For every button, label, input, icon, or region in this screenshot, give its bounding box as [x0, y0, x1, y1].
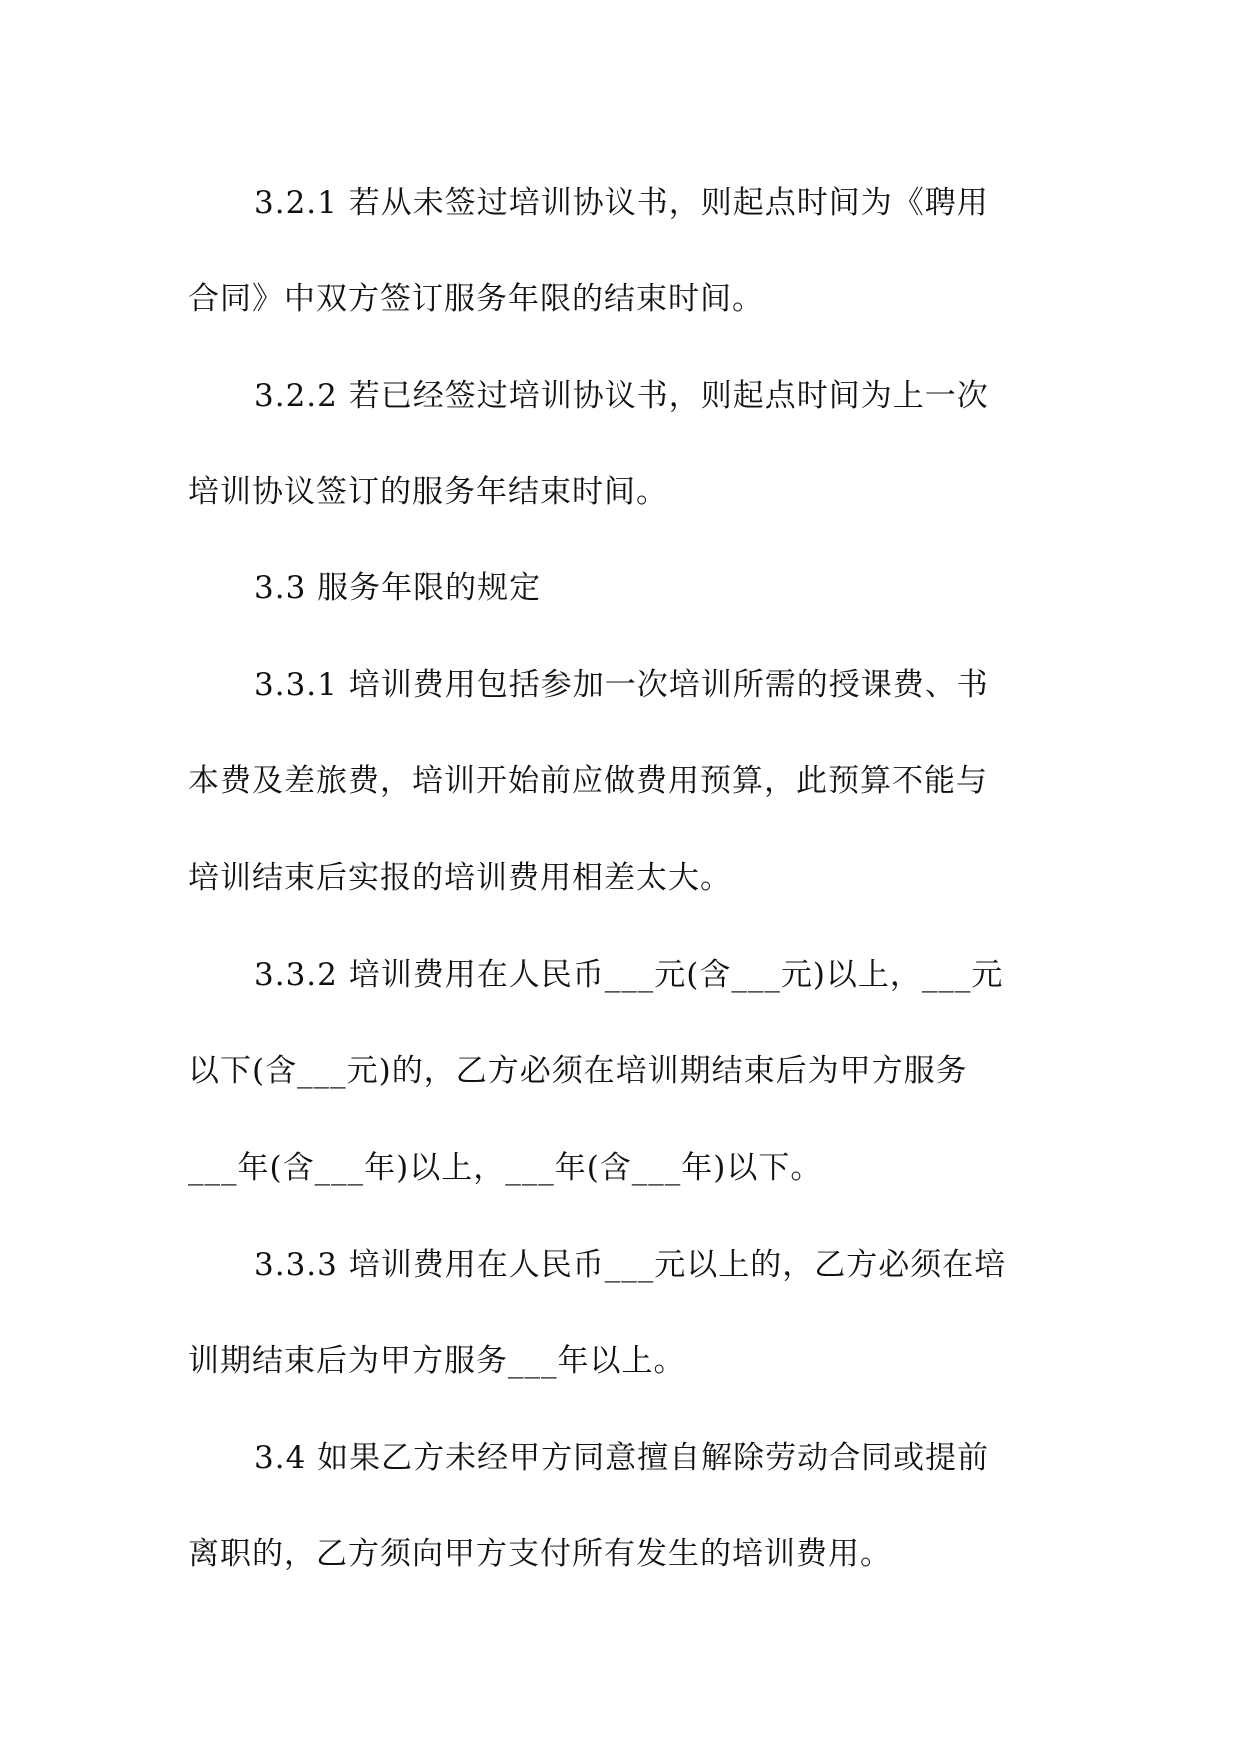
paragraph-3-3-1-line-1: 3.3.1 培训费用包括参加一次培训所需的授课费、书 [254, 667, 989, 703]
paragraph-3-3-3-line-2: 训期结束后为甲方服务___年以上。 [188, 1343, 686, 1379]
paragraph-3-2-2-line-1: 3.2.2 若已经签过培训协议书，则起点时间为上一次 [254, 378, 989, 414]
paragraph-3-4-line-2: 离职的，乙方须向甲方支付所有发生的培训费用。 [188, 1536, 892, 1572]
heading-3-3: 3.3 服务年限的规定 [254, 570, 542, 606]
paragraph-3-2-2-line-2: 培训协议签订的服务年结束时间。 [188, 474, 668, 510]
paragraph-3-3-1-line-2: 本费及差旅费，培训开始前应做费用预算，此预算不能与 [188, 763, 988, 799]
paragraph-3-2-1-line-1: 3.2.1 若从未签过培训协议书，则起点时间为《聘用 [254, 185, 989, 221]
paragraph-3-2-1-line-2: 合同》中双方签订服务年限的结束时间。 [188, 281, 764, 317]
paragraph-3-3-2-line-1: 3.3.2 培训费用在人民币___元(含___元)以上，___元 [254, 957, 1004, 993]
paragraph-3-3-2-line-3: ___年(含___年)以上，___年(含___年)以下。 [188, 1150, 823, 1186]
paragraph-3-3-1-line-3: 培训结束后实报的培训费用相差太大。 [188, 860, 732, 896]
paragraph-3-3-3-line-1: 3.3.3 培训费用在人民币___元以上的，乙方必须在培 [254, 1247, 1007, 1283]
paragraph-3-4-line-1: 3.4 如果乙方未经甲方同意擅自解除劳动合同或提前 [254, 1440, 990, 1476]
paragraph-3-3-2-line-2: 以下(含___元)的，乙方必须在培训期结束后为甲方服务 [188, 1053, 968, 1089]
